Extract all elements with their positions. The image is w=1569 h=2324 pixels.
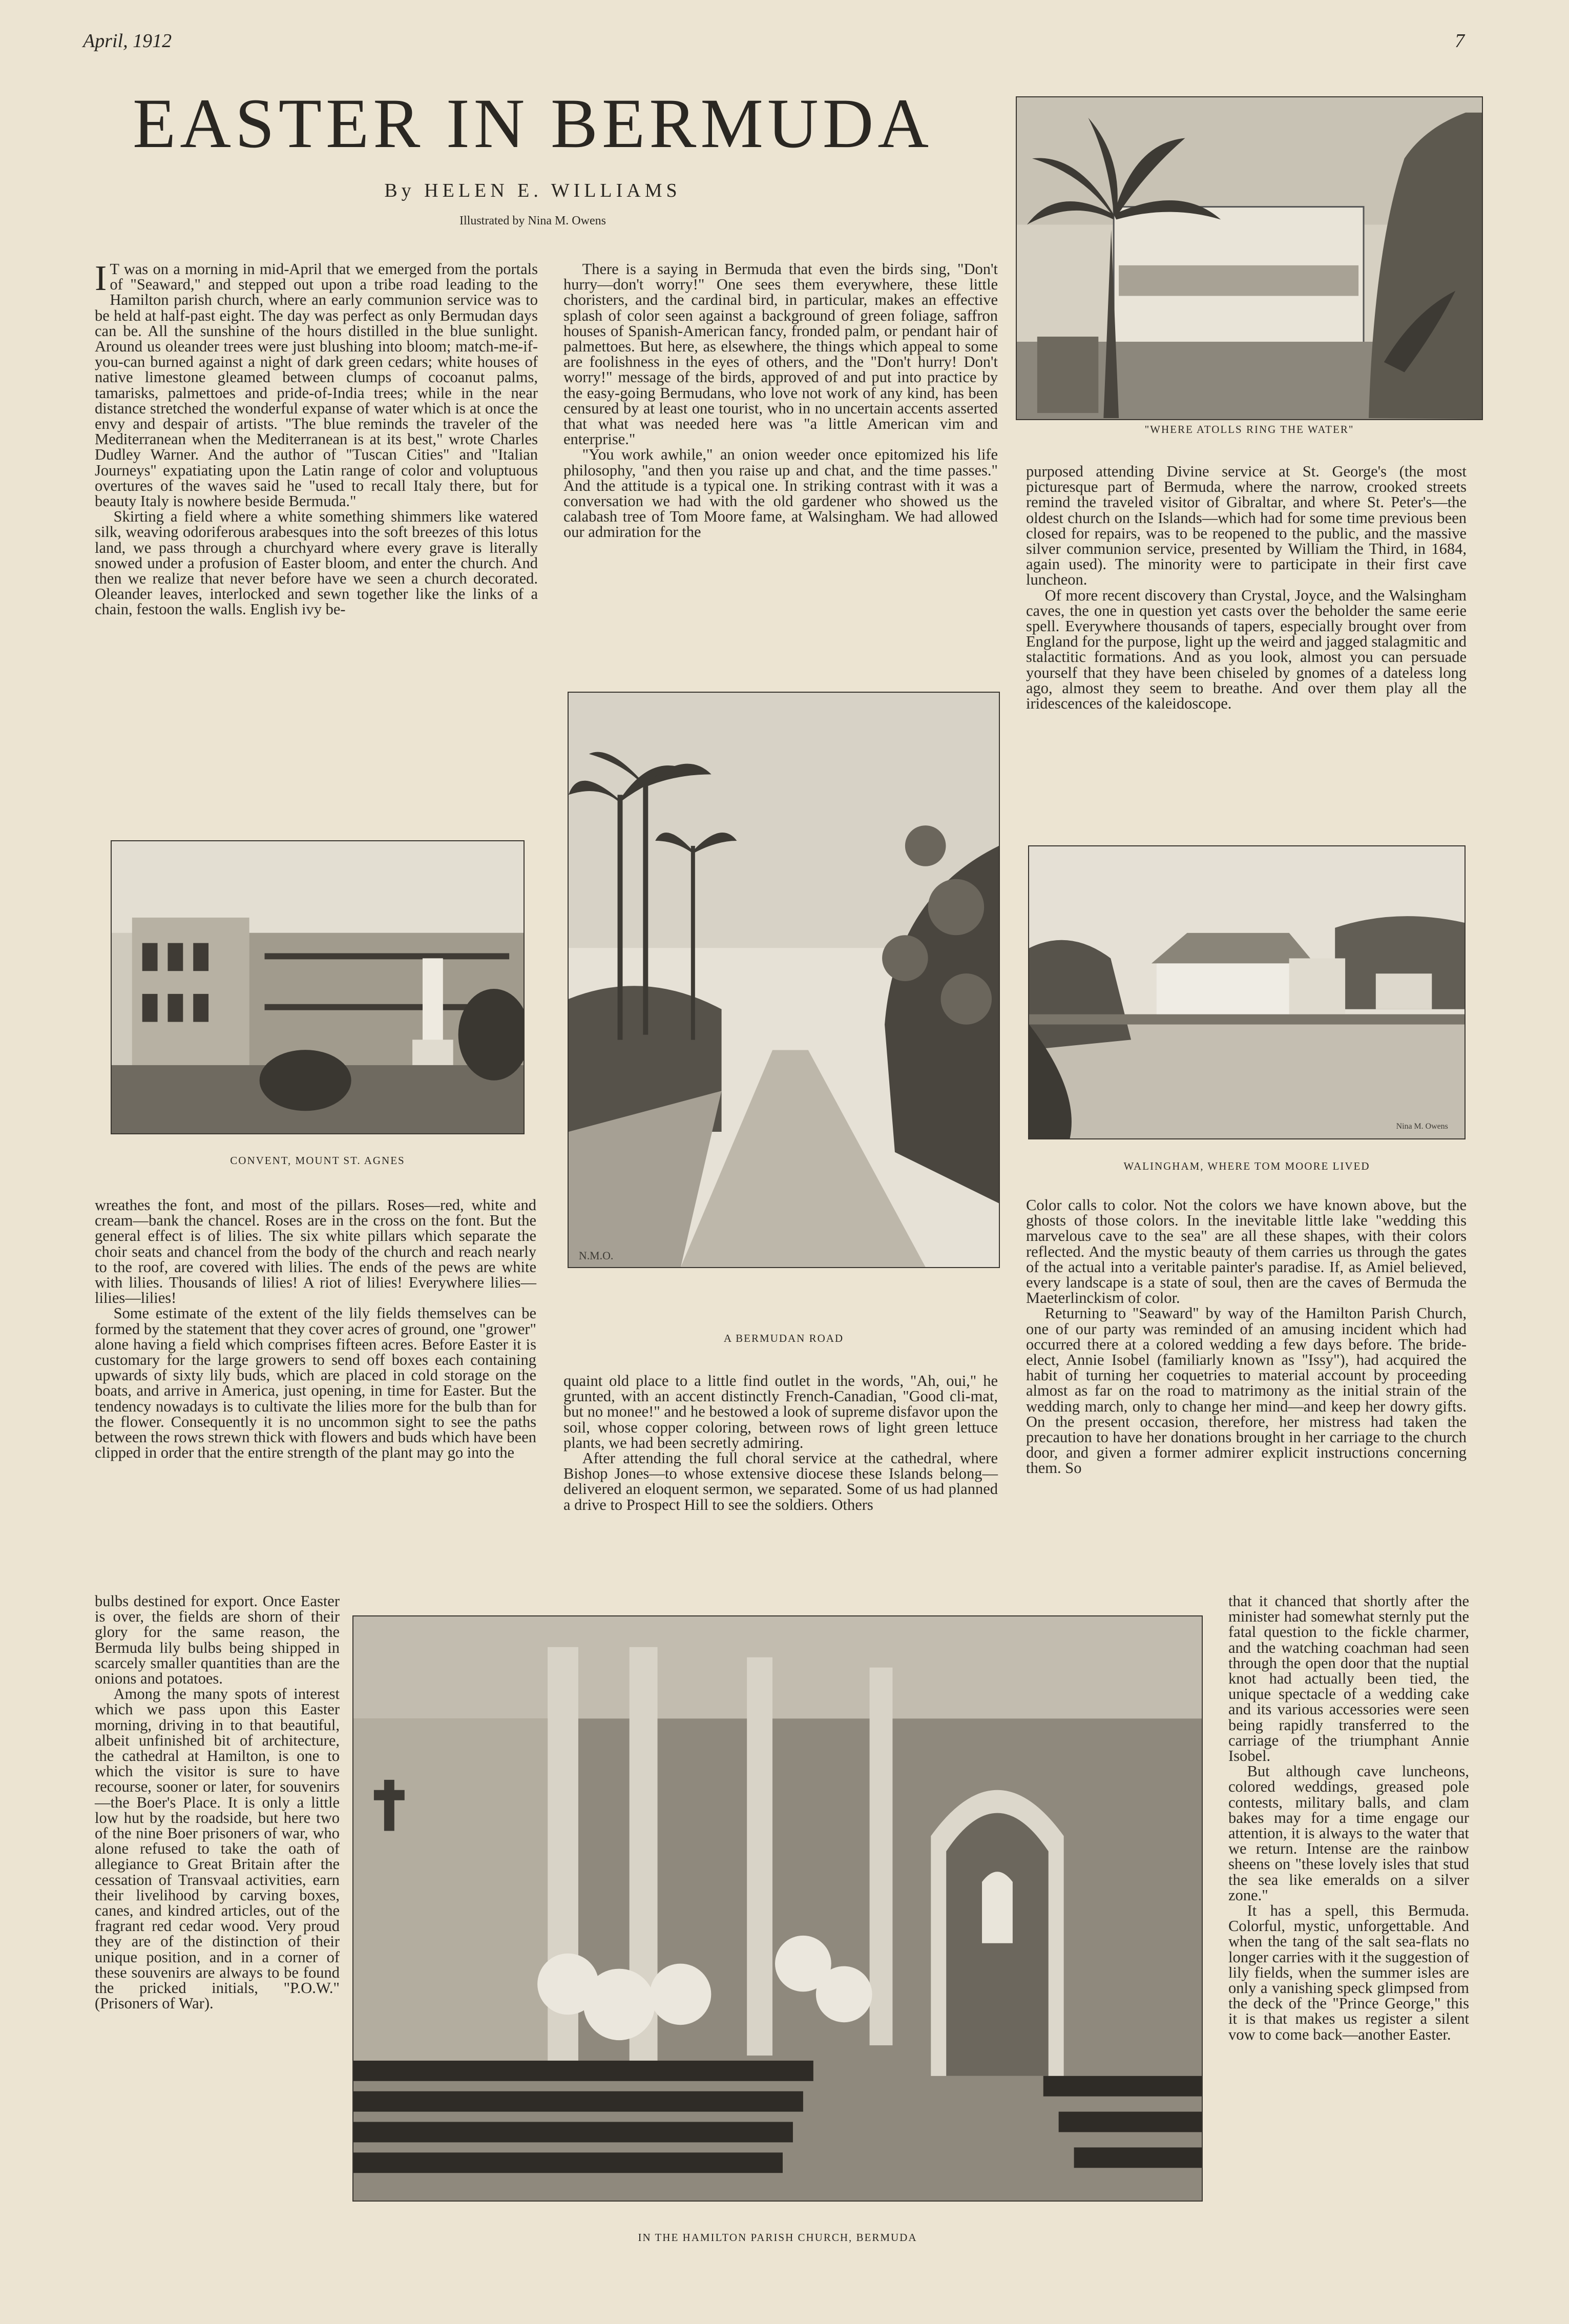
atolls-drawing [1017,97,1482,419]
column-2-middle [563,1373,998,1512]
column-2-top [563,261,998,540]
bermudan-road-illustration [568,692,1000,1268]
paragraph: that it chanced that shortly after the minister had somewhat sternly put the fatal question to the fickle charmer, and the watching coachman had seen through the open door that the nuptial knot had actually been tied, the unique spectacle of a wedding cake and its various accessories were seen being rapidly transferred to the carriage of the triumphant Annie Isobel. [1228,1592,1469,1765]
column-1-narrow [95,1593,340,2011]
road-signature: N.M.O. [578,1249,614,1262]
atolls-illustration [1016,96,1483,420]
atolls-caption: "WHERE ATOLLS RING THE WATER" [1144,423,1354,435]
road-drawing [569,693,999,1267]
page-number: 7 [1455,30,1465,52]
walsingham-signature: Nina M. Owens [1396,1122,1448,1131]
paragraph: Color calls to color. Not the colors we have known above, but the ghosts of those colors. In the inevitable little lake "wedding this marvelous cave to the sea" are all these shapes, with their colors reflected. And the mystic beauty of them carries us through the gates of the actual into a veritable painter's paradise. If, as Amiel believed, every landscape is a state of soul, then are the caves of Bermuda the Maeterlinckism of color. [1026,1196,1467,1307]
paragraph: Among the many spots of interest which we pass upon this Easter morning, driving in to that beautiful, albeit unfinished bit of architecture, the cathedral at Hamilton, is one to which the visitor is sure to have recourse, sooner or later, for souvenirs—the Boer's Place. It is only a little low hut by the roadside, but here two of the nine Boer prisoners of war, who alone refused to take the oath of allegiance to Great Britain after the cessation of Transvaal activities, earn their livelihood by carving boxes, canes, and kindred articles, out of the fragrant red cedar wood. Very proud they are of the distinction of their unique position, and in a corner of these souvenirs are always to be found the pricked initials, "P.O.W." (Prisoners of War). [95,1685,340,2012]
article-title: EASTER IN BERMUDA [132,84,933,162]
paragraph: T was on a morning in mid-April that we emerged from the portals of "Seaward," and stepped out upon a tribe road leading to the Hamilton parish church, where an early communion service was to be held at half-past eight. The day was perfect as only Bermudan days can be. All the sunshine of the hours distilled in the blue sunlight. Around us oleander trees were just blushing into bloom; match-me-if-you-can burned against a night of dark green cedars; white houses of native limestone gleamed between clumps of cocoanut palms, tamarisks, palmettoes and pride-of-India trees; while in the near distance stretched the wonderful expanse of water which is at once the envy and despair of artists. "The blue reminds the traveler of the Mediterranean when the Mediterranean is at its best," wrote Charles Dudley Warner. And the author of "Tuscan Cities" and "Italian Journeys" expatiating upon the Latin range of color and voluptuous overtures of the waves said he "used to recall Italy there, but for beauty Italy is nowhere beside Bermuda." [95,260,538,510]
walsingham-illustration [1028,845,1466,1139]
paragraph: bulbs destined for export. Once Easter is over, the fields are shorn of their glory for the same reason, the Bermuda lily bulbs being shipped in scarcely smaller quantities than are the onions and potatoes. [95,1592,340,1688]
column-1-middle [95,1197,536,1460]
column-1-top [95,261,538,617]
paragraph: But although cave luncheons, colored weddings, greased pole contests, military balls, and clam bakes may for a time engage our attention, it is always to the water that we return. Intense are the rainbow sheens on "these lovely isles that stud the sea like emeralds on a silver zone." [1228,1762,1469,1904]
column-3-middle [1026,1197,1467,1476]
paragraph: Of more recent discovery than Crystal, Joyce, and the Walsingham caves, the one in question yet casts over the beholder the same eerie spell. Everywhere thousands of tapers, especially brought over from England for the purpose, light up the weird and jagged stalagmitic and stalactitic formations. And as you look, almost you can persuade yourself that they have been chiseled by gnomes of a dateless long ago, almost they seem to breathe. And over them play all the iridescences of the kaleidoscope. [1026,586,1467,713]
convent-drawing [112,841,524,1133]
church-drawing [353,1616,1202,2201]
paragraph: After attending the full choral service at the cathedral, where Bishop Jones—to whose extensive diocese these Islands belong—delivered an eloquent sermon, we separated. Some of us had planned a drive to Prospect Hill to see the soldiers. Others [563,1449,998,1513]
paragraph: "You work awhile," an onion weeder once epitomized his life philosophy, "and then you raise up and chat, and the time passes." And the attitude is a typical one. In striking contrast with it was a conversation we had with the old gardener who showed us the calabash tree of Tom Moore fame, at Walsingham. We had allowed our admiration for the [563,446,998,541]
paragraph: wreathes the font, and most of the pillars. Roses—red, white and cream—bank the chancel. Roses are in the cross on the font. But the general effect is of lilies. The six white pillars which separate the choir seats and chancel from the body of the church and reach nearly to the roof, are covered with lilies. The ends of the pews are white with lilies. Thousands of lilies! A riot of lilies! Everywhere lilies—lilies—lilies! [95,1196,536,1307]
paragraph: Some estimate of the extent of the lily fields themselves can be formed by the statement that they cover acres of ground, one "grower" alone having a field which comprises fifteen acres. Before Easter it is customary for the large growers to send off boxes each containing upwards of sixty lily buds, which are placed in cold storage on the boats, and arrive in America, just opening, in time for Easter. But the tendency nowadays is to cultivate the lilies more for the bulb than for the flower. Consequently it is no uncommon sight to see the paths between the rows strewn thick with flowers and buds which have been clipped in order that the entire strength of the plant may go into the [95,1304,536,1462]
paragraph: Returning to "Seaward" by way of the Hamilton Parish Church, one of our party was reminded of an amusing incident which had occurred there at a colored wedding a few days before. The bride-elect, Annie Isobel (familiarly known as "Issy"), had acquired the habit of turning her coquetries to material account by proceeding almost as far on the road to matrimony as the initial strain of the wedding march, only to change her mind—and keep her dowry gifts. On the present occasion, therefore, her mistress had taken the precaution to have her donations brought in her carriage to the church door, and given a former admirer explicit instructions concerning them. So [1026,1304,1467,1477]
paragraph: quaint old place to a little find outlet in the words, "Ah, oui," he grunted, with an accent distinctly French-Canadian, "Good cli-mat, but no monee!" and he bestowed a look of supreme disfavor upon the soil, whose copper coloring, between rows of light green lettuce plants, we had been secretly admiring. [563,1372,998,1451]
article-byline: By HELEN E. WILLIAMS [384,180,681,201]
church-caption: IN THE HAMILTON PARISH CHURCH, BERMUDA [638,2231,917,2244]
convent-photo [111,840,525,1134]
paragraph: It has a spell, this Bermuda. Colorful, mystic, unforgettable. And when the tang of the salt sea-flats no longer carries with it the suggestion of lily fields, when the summer isles are only a vanishing speck glimpsed from the deck of the "Prince George," this it is that makes us register a silent vow to come back—another Easter. [1228,1902,1469,2043]
drop-cap: I [95,259,107,298]
column-3-top [1026,464,1467,711]
road-caption: A BERMUDAN ROAD [723,1332,844,1344]
paragraph: There is a saying in Bermuda that even the birds sing, "Don't hurry—don't worry!" One sees them everywhere, these little choristers, and the cardinal bird, in particular, makes an effective splash of color seen against a background of green foliage, saffron houses of Spanish-American fancy, fronded palm, or pendant hair of palmettoes. But here, as elsewhere, the things which appeal to some are foolishness in the eyes of others, and the "Don't hurry! Don't worry!" message of the birds, approved of and put into practice by the easy-going Bermudans, who love not work of any kind, has been censured by at least one tourist, who in no uncertain accents asserted that what was needed here was "a little American vim and enterprise." [563,260,998,448]
walsingham-drawing [1029,846,1465,1138]
church-interior-photo [352,1615,1203,2202]
walsingham-caption: WALINGHAM, WHERE TOM MOORE LIVED [1123,1160,1370,1172]
paragraph: Skirting a field where a white something shimmers like watered silk, weaving odoriferous arabesques into the soft breezes of this lotus land, we pass through a churchyard where every grave is literally snowed under a profusion of Easter bloom, and enter the church. And then we realize that never before have we seen a church decorated. Oleander leaves, interlocked and sewn together like the links of a chain, festoon the walls. English ivy be- [95,508,538,618]
running-header-date: April, 1912 [83,30,172,52]
convent-caption: CONVENT, MOUNT ST. AGNES [230,1154,405,1167]
illustrator-credit: Illustrated by Nina M. Owens [459,214,606,227]
paragraph: purposed attending Divine service at St. George's (the most picturesque part of Bermuda, where the narrow, crooked streets remind the traveled visitor of Gibraltar, and where St. Peter's—the oldest church on the Islands—which had for some time previous been closed for repairs, was to be reopened to the public, and the massive silver communion service, presented by William the Third, in 1684, again used). The minority were to participate in their first cave luncheon. [1026,463,1467,589]
column-3-narrow [1228,1593,1469,2042]
